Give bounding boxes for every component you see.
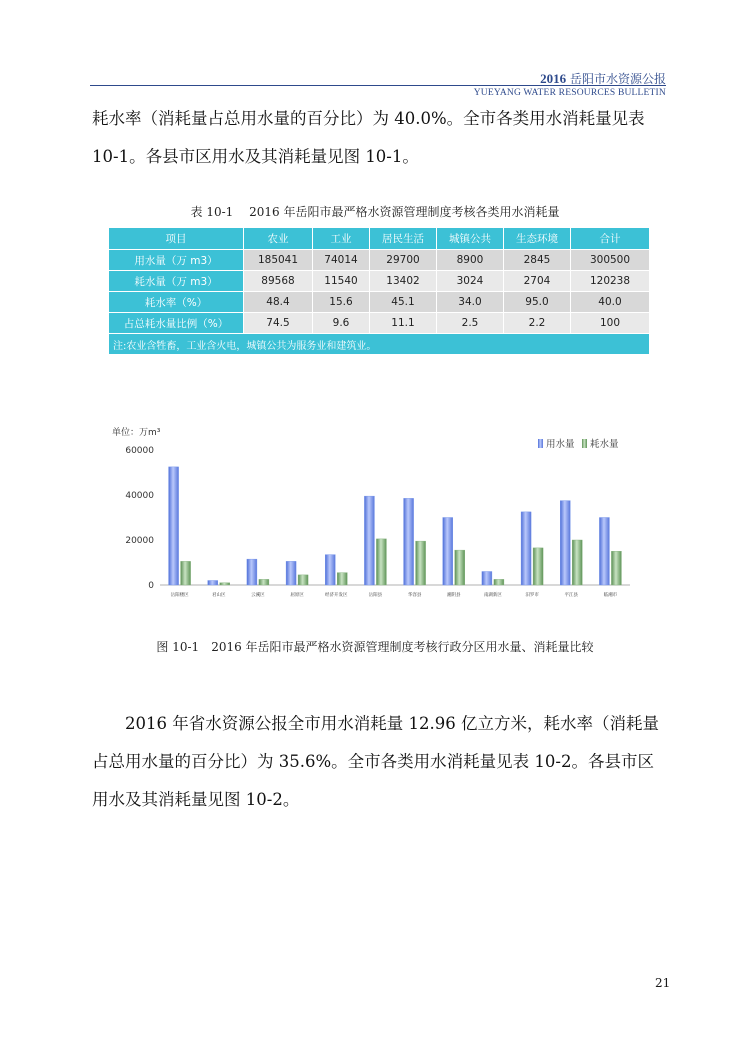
bar (416, 541, 426, 585)
table-cell: 34.0 (437, 292, 504, 313)
table-cell: 2.2 (504, 313, 571, 334)
table-cell: 120238 (571, 271, 650, 292)
table-header-cell: 生态环境 (504, 228, 571, 250)
table-row (109, 292, 650, 313)
table-cell: 11.1 (370, 313, 437, 334)
x-tick-label: 经济开发区 (325, 593, 348, 598)
table-row-label: 耗水量（万 m3） (109, 271, 244, 292)
paragraph-2 (92, 705, 672, 819)
x-tick-label: 君山区 (212, 593, 226, 598)
table-cell: 40.0 (571, 292, 650, 313)
x-tick-label: 岳阳楼区 (170, 593, 189, 598)
header-subtitle: YUEYANG WATER RESOURCES BULLETIN (473, 88, 666, 98)
page-number: 21 (655, 976, 671, 990)
bar (533, 548, 543, 585)
paragraph-2-line-3: 用水及其消耗量见图 10-2。 (92, 790, 300, 809)
consumption-table (108, 227, 650, 355)
table-cell: 185041 (244, 250, 313, 271)
bar (286, 561, 296, 585)
paragraph-2-line-1: 2016 年省水资源公报全市用水消耗量 12.96 亿立方米，耗水率（消耗量 (92, 714, 659, 733)
x-tick-label: 汨罗市 (525, 593, 539, 598)
table-caption: 表 10-1 2016 年岳阳市最严格水资源管理制度考核各类用水消耗量 (190, 205, 560, 219)
table-cell: 100 (571, 313, 650, 334)
x-tick-label: 南湖新区 (483, 593, 502, 598)
table-cell: 89568 (244, 271, 313, 292)
table-cell: 11540 (313, 271, 370, 292)
bar (572, 540, 582, 585)
table-cell: 8900 (437, 250, 504, 271)
table-cell: 2.5 (437, 313, 504, 334)
table-header-row (109, 228, 650, 250)
table-row (109, 313, 650, 334)
table-row (109, 271, 650, 292)
x-tick-label: 平江县 (564, 593, 578, 598)
table-row-label: 耗水率（%） (109, 292, 244, 313)
figure-caption: 图 10-1 2016 年岳阳市最严格水资源管理制度考核行政分区用水量、消耗量比较 (156, 640, 594, 654)
bar (337, 573, 347, 585)
bar (325, 555, 335, 585)
bar (364, 496, 374, 585)
table-cell: 29700 (370, 250, 437, 271)
table-header-cell: 居民生活 (370, 228, 437, 250)
bar (521, 512, 531, 585)
bar (599, 518, 609, 586)
x-tick-label: 临湘市 (603, 593, 618, 598)
legend-swatch (538, 439, 543, 448)
bar (220, 583, 230, 585)
y-tick-label: 60000 (125, 446, 154, 456)
table-cell: 300500 (571, 250, 650, 271)
bar (181, 561, 191, 585)
legend-label: 耗水量 (590, 439, 619, 450)
x-tick-label: 云溪区 (251, 593, 265, 598)
table-cell: 95.0 (504, 292, 571, 313)
table-cell: 13402 (370, 271, 437, 292)
header-rule (90, 85, 666, 86)
bar (208, 581, 218, 586)
bar (404, 498, 414, 585)
table-cell: 2845 (504, 250, 571, 271)
bar (455, 550, 465, 585)
paragraph-2-line-2: 占总用水量的百分比）为 35.6%。全市各类用水消耗量见表 10-2。各县市区 (92, 752, 654, 771)
bar (259, 579, 269, 585)
x-tick-label: 华容县 (407, 593, 422, 598)
table-cell: 74.5 (244, 313, 313, 334)
bar (443, 518, 453, 586)
y-tick-label: 20000 (125, 536, 154, 546)
table-header-cell: 工业 (313, 228, 370, 250)
table-cell: 45.1 (370, 292, 437, 313)
table-header-cell: 项目 (109, 228, 244, 250)
x-tick-label: 岳阳县 (368, 593, 383, 598)
table-row-label: 占总耗水量比例（%） (109, 313, 244, 334)
bar (298, 575, 308, 585)
paragraph-1 (92, 100, 672, 176)
table-row-label: 用水量（万 m3） (109, 250, 244, 271)
water-use-bar-chart (110, 425, 650, 605)
y-tick-label: 40000 (125, 491, 154, 501)
table-note-row (109, 334, 650, 355)
bar (560, 501, 570, 585)
table-cell: 15.6 (313, 292, 370, 313)
bar (611, 551, 621, 585)
legend-swatch (582, 439, 587, 448)
table-cell: 9.6 (313, 313, 370, 334)
header-year: 2016 (540, 71, 567, 86)
table-header-cell: 农业 (244, 228, 313, 250)
table-cell: 3024 (437, 271, 504, 292)
header-title-text: 岳阳市水资源公报 (569, 72, 666, 86)
table-header-cell: 合计 (571, 228, 650, 250)
table-header-cell: 城镇公共 (437, 228, 504, 250)
table-note: 注:农业含牲畜，工业含火电，城镇公共为服务业和建筑业。 (109, 334, 650, 355)
paragraph-1-line-1: 耗水率（消耗量占总用水量的百分比）为 40.0%。全市各类用水消耗量见表 (92, 109, 645, 128)
table-cell: 48.4 (244, 292, 313, 313)
bar (247, 559, 257, 585)
bar (494, 579, 504, 585)
y-tick-label: 0 (148, 581, 154, 591)
table-row (109, 250, 650, 271)
paragraph-1-line-2: 10-1。各县市区用水及其消耗量见图 10-1。 (92, 147, 419, 166)
x-tick-label: 屈原区 (290, 593, 304, 598)
chart-unit-label: 单位：万m³ (112, 428, 161, 438)
bar (169, 467, 179, 585)
table-cell: 2704 (504, 271, 571, 292)
legend-label: 用水量 (546, 439, 575, 450)
bar (376, 539, 386, 585)
bar (482, 572, 492, 586)
table-cell: 74014 (313, 250, 370, 271)
x-tick-label: 湘阴县 (447, 593, 461, 598)
